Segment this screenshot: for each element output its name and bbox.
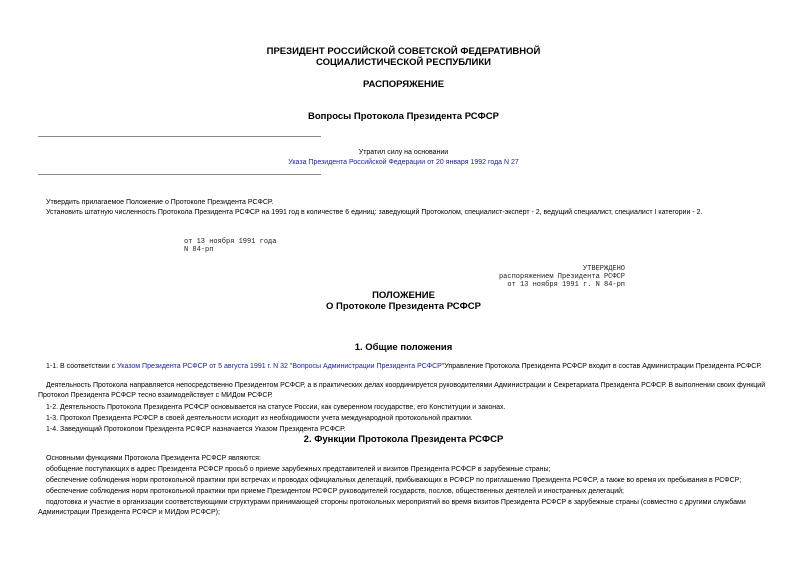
section-1-paragraph-5: 1-4. Заведующий Протоколом Президента РСФСР назначается Указом Президента РСФСР. (46, 426, 346, 433)
function-item-3: обеспечение соблюдения норм протокольной практики при приеме Президентом РСФСР руководителей государств, послов, общественных деятелей и иностранных делегаций; (46, 488, 624, 495)
function-item-1: обобщение поступающих в адрес Президента РСФСР просьб о приеме зарубежных представителей и визитов Президента РСФСР в зарубежные страны; (46, 466, 551, 473)
repeal-decree-link[interactable]: Указа Президента Российской Федерации от 20 января 1992 года N 27 (288, 159, 519, 166)
repeal-status-text: Утратил силу на основании (358, 149, 449, 156)
document-subject: Вопросы Протокола Президента РСФСР (308, 111, 499, 122)
approval-line1: УТВЕРЖДЕНО (582, 265, 625, 273)
divider-bottom (38, 174, 321, 175)
repeal-decree-link-wrap (0, 158, 807, 167)
decree-32-link[interactable]: Указом Президента РСФСР от 5 августа 1991 г. N 32 "Вопросы Администрации Президента РСФСР" (117, 363, 445, 370)
order-item-2: Установить штатную численность Протокола Президента РСФСР на 1991 год в количестве 6 единиц: заведующий Протоколом, специалист-эксперт - 2, ведущий специалист, специалист I категории - 2. (46, 209, 703, 216)
issuer-title-line2: СОЦИАЛИСТИЧЕСКОЙ РЕСПУБЛИКИ (315, 57, 492, 68)
signature-date: от 13 ноября 1991 года (184, 238, 277, 246)
approval-line2: распоряжением Президента РСФСР (498, 273, 625, 281)
regulation-subtitle: О Протоколе Президента РСФСР (326, 301, 481, 312)
approval-line3: от 13 ноября 1991 г. N 84-рп (507, 281, 625, 289)
section-2-heading: 2. Функции Протокола Президента РСФСР (303, 434, 504, 445)
divider-top (38, 136, 321, 137)
regulation-title: ПОЛОЖЕНИЕ (372, 290, 435, 301)
signature-number: N 84-рп (184, 246, 214, 254)
function-item-4: подготовка и участие в организации соответствующими структурами принимающей стороны протокольных мероприятий во время визитов Президента РСФСР в зарубежные страны (совместно с другими службами Администрации Президента РСФСР и МИДом РСФСР); (38, 499, 746, 516)
section-1-paragraph-3: 1-2. Деятельность Протокола Президента РСФСР основывается на статусе России, как суверенном государстве, его Конституции и законах. (46, 404, 506, 411)
issuer-title-line1: ПРЕЗИДЕНТ РОССИЙСКОЙ СОВЕТСКОЙ ФЕДЕРАТИВНОЙ (266, 46, 541, 57)
document-type: РАСПОРЯЖЕНИЕ (362, 79, 445, 90)
section-2-intro: Основными функциями Протокола Президента РСФСР являются: (46, 455, 261, 462)
function-item-2: обеспечение соблюдения норм протокольной практики при встречах и проводах официальных делегаций, прибывающих в РСФСР по приглашению Президента РСФСР, а также во время их пребывания в РСФСР; (46, 477, 742, 484)
section-1-paragraph-4: 1-3. Протокол Президента РСФСР в своей деятельности исходит из необходимости учета международной протокольной практики. (46, 415, 473, 422)
section-1-heading: 1. Общие положения (354, 342, 453, 353)
section-1-paragraph-2: Деятельность Протокола направляется непосредственно Президентом РСФСР, а в практических делах координируется руководителями Администрации и Секретариата Президента РСФСР. В выполнении своих функций Протокол Президента РСФСР тесно взаимодействует с МИДом РСФСР. (38, 382, 766, 399)
order-item-1: Утвердить прилагаемое Положение о Протоколе Президента РСФСР. (46, 199, 274, 206)
section-1-paragraph-1 (38, 362, 773, 372)
paragraph-1-suffix: Управление Протокола Президента РСФСР входит в состав Администрации Президента РСФСР. (444, 363, 762, 370)
paragraph-1-prefix: 1-1. В соответствии с (46, 363, 118, 370)
